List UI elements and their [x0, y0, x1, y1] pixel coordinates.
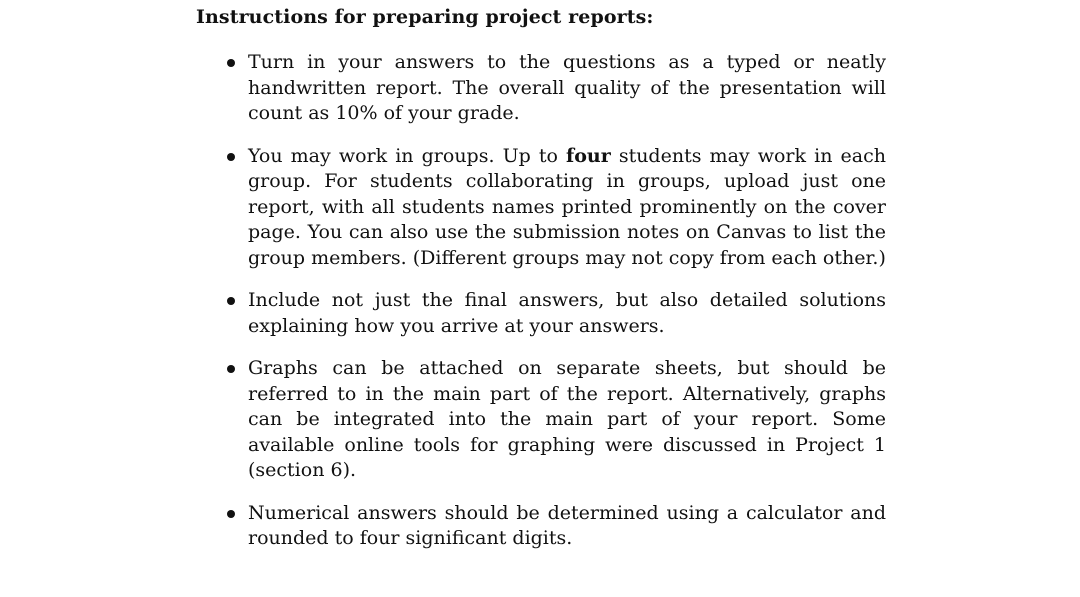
list-item [196, 288, 886, 339]
list-item [196, 501, 886, 552]
bullet-icon [227, 365, 235, 373]
bullet-icon [227, 153, 235, 161]
instructions-list [196, 50, 886, 552]
item-text: Graphs can be attached on separate sheets, but should be referred to in the main part of the report. Alternatively, graphs can be integrated into the main part of your report. Some available online tools for graphing were discussed in Project 1 (section 6). [248, 357, 886, 481]
item-text: Numerical answers should be determined using a calculator and rounded to four significant digits. [248, 501, 886, 549]
item-text-after: students may work in each group. For students collaborating in groups, upload just one report, with all students names printed prominently on the cover page. You can also use the submission notes on Canvas to list the group members. (Different groups may not copy from each other.) [248, 144, 886, 269]
bullet-icon [227, 297, 235, 305]
document-page [196, 4, 886, 569]
item-text: Turn in your answers to the questions as a typed or neatly handwritten report. The overall quality of the presentation will count as 10% of your grade. [248, 51, 886, 124]
item-text-emphasis: four [566, 144, 611, 167]
bullet-icon [227, 59, 235, 67]
item-text: Include not just the final answers, but also detailed solutions explaining how you arrive at your answers. [248, 289, 886, 337]
list-item [196, 356, 886, 484]
list-item [196, 144, 886, 272]
list-item [196, 50, 886, 127]
bullet-icon [227, 510, 235, 518]
item-text-before: You may work in groups. Up to [248, 144, 567, 167]
instructions-heading: Instructions for preparing project reports: [196, 6, 654, 28]
